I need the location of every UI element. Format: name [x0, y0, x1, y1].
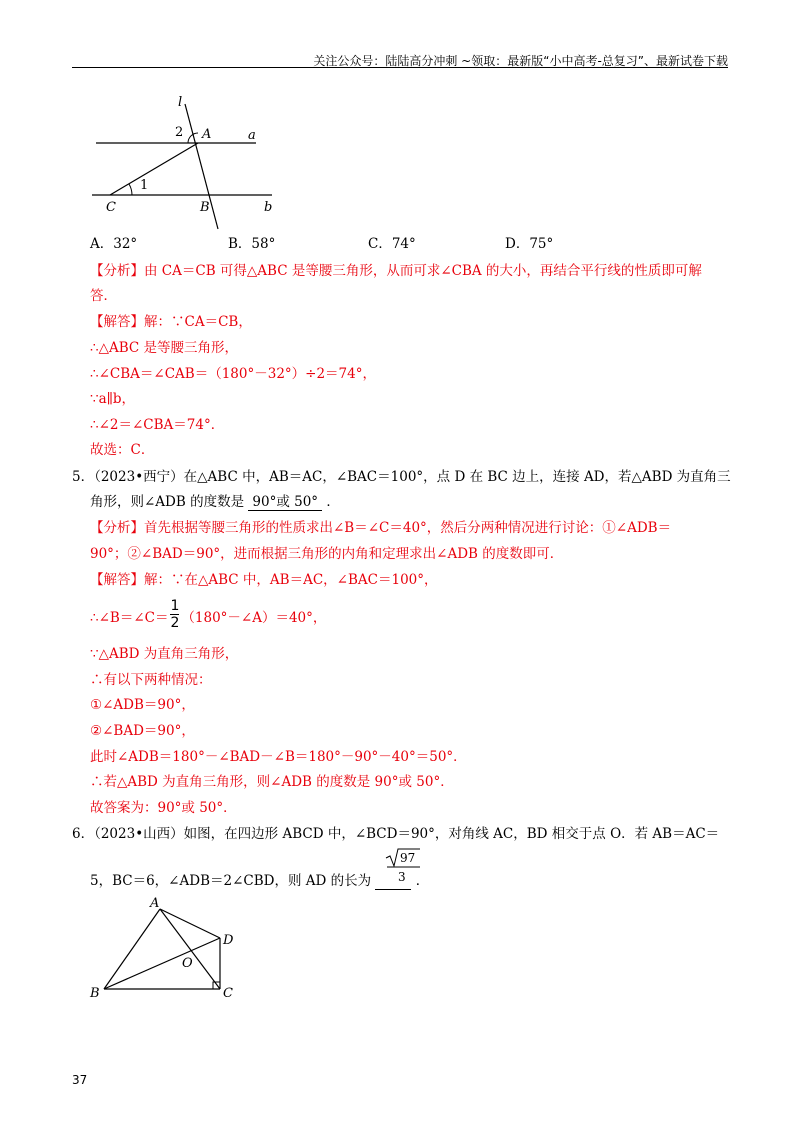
q5-stem-text: 角形，则∠ADB 的度数是	[90, 494, 245, 510]
q4-solution-line3: ∴∠CBA＝∠CAB＝（180°－32°）÷2＝74°，	[90, 366, 376, 382]
label-D: D	[223, 933, 234, 948]
label-A: A	[202, 127, 212, 142]
q6-stem-text: 5，BC＝6，∠ADB＝2∠CBD，则 AD 的长为	[90, 873, 372, 889]
option-d: D．75°	[505, 236, 554, 252]
option-b: B．58°	[228, 236, 276, 252]
parallel-lines-figure	[88, 92, 288, 232]
label-O: O	[182, 956, 193, 971]
q5-answer-blank: 90°或 50°	[248, 494, 322, 511]
q5-solution-line4: ∴有以下两种情况：	[90, 672, 212, 688]
q4-solution-line4: ∵a∥b，	[90, 391, 136, 407]
q4-analysis-line2: 答．	[90, 288, 117, 304]
diagonal-ac	[160, 909, 220, 989]
q4-solution-line5: ∴∠2＝∠CBA＝74°．	[90, 417, 225, 433]
q5-solution-line1: 【解答】解：∵在△ABC 中，AB＝AC，∠BAC＝100°，	[90, 572, 438, 588]
q5-solution-line9: 故答案为：90°或 50°．	[90, 800, 237, 816]
q4-solution-line6: 故选：C．	[90, 442, 155, 458]
label-a: a	[248, 128, 256, 143]
answer-denominator: 3	[398, 870, 406, 884]
q6-stem-line2	[90, 873, 429, 890]
q5-solution-line5: ①∠ADB＝90°，	[90, 697, 195, 713]
quadrilateral-figure	[86, 893, 246, 1005]
q6-stem-end: ．	[415, 873, 430, 889]
option-c: C．74°	[368, 236, 416, 252]
angle-2-arc	[188, 133, 198, 143]
q5-solution-line3: ∵△ABD 为直角三角形，	[90, 646, 239, 662]
q6-answer-fraction	[384, 846, 424, 890]
header-rule	[72, 67, 728, 68]
label-2: 2	[175, 125, 184, 140]
label-1: 1	[140, 178, 149, 193]
q4-solution-line2: ∴△ABC 是等腰三角形，	[90, 340, 239, 356]
q5-analysis-line2: 90°；②∠BAD＝90°，进而根据三角形的内角和定理求出∠ADB 的度数即可．	[90, 546, 564, 562]
segment-ca	[110, 143, 198, 195]
segment-ad	[160, 909, 220, 938]
label-C: C	[106, 200, 116, 215]
q6-stem-line1: 6．（2023•山西）如图，在四边形 ABCD 中，∠BCD＝90°，对角线 AC，BD 相交于点 O．若 AB＝AC＝	[72, 826, 720, 842]
q5-solution-line8: ∴若△ABD 为直角三角形，则∠ADB 的度数是 90°或 50°．	[90, 774, 454, 790]
page-header: 关注公众号：陆陆高分冲刺 ~领取：最新版“小中高考-总复习”、最新试卷下载	[313, 54, 728, 68]
label-l: l	[178, 95, 183, 110]
fraction-numerator: 1	[170, 598, 180, 614]
page-number: 37	[72, 1073, 88, 1087]
fraction-denominator: 2	[170, 615, 180, 631]
label-C: C	[223, 986, 233, 1001]
q5-solution-line2	[90, 598, 327, 635]
q5-stem-line2	[90, 494, 340, 511]
q5-solution-line7: 此时∠ADB＝180°－∠BAD－∠B＝180°－90°－40°＝50°．	[90, 749, 467, 765]
option-a: A．32°	[90, 236, 138, 252]
label-B: B	[200, 200, 210, 215]
q5-solution-line6: ②∠BAD＝90°，	[90, 723, 195, 739]
q5-analysis-line1: 【分析】首先根据等腰三角形的性质求出∠B＝∠C＝40°，然后分两种情况进行讨论：①∠ADB＝	[90, 520, 672, 536]
angle-1-arc	[129, 184, 132, 195]
q5-stem-end: ．	[326, 494, 340, 510]
label-B: B	[90, 986, 100, 1001]
label-A: A	[150, 896, 160, 911]
q4-analysis-line1: 【分析】由 CA＝CB 可得△ABC 是等腰三角形，从而可求∠CBA 的大小，再结合平行线的性质即可解	[90, 263, 702, 279]
radicand: 97	[400, 851, 416, 865]
q5-stem-line1: 5．（2023•西宁）在△ABC 中，AB＝AC，∠BAC＝100°，点 D 在 BC 边上，连接 AD，若△ABD 为直角三	[72, 469, 731, 485]
label-b: b	[264, 200, 273, 215]
q4-solution-line1: 【解答】解：∵CA＝CB，	[90, 314, 252, 330]
q5-sol2-pre: ∴∠B＝∠C＝	[90, 610, 169, 626]
q5-sol2-post: （180°－∠A）＝40°，	[181, 610, 327, 626]
fraction-half	[170, 598, 179, 631]
sqrt-97-over-3	[384, 846, 424, 886]
